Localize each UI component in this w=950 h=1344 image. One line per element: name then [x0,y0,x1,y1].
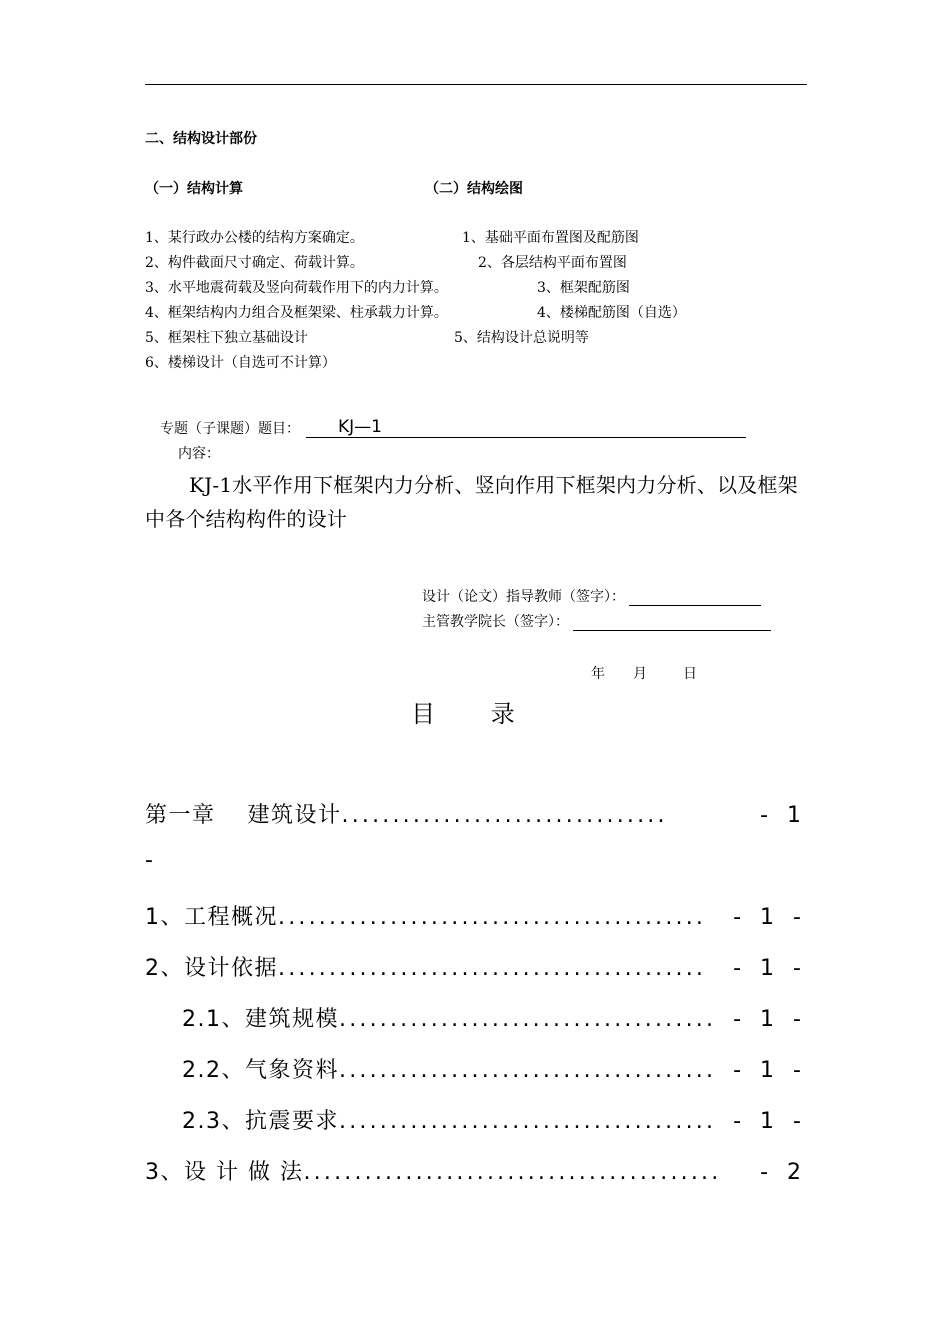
advisor-signature-row [422,586,761,606]
topic-label: 专题（子课题）题目： [160,421,300,437]
toc-page-number: - 1 - [733,956,807,981]
list-item: 3、水平地震荷载及竖向荷载作用下的内力计算。 [145,280,448,296]
toc-entry[interactable] [182,1104,807,1135]
date-year: 年 [591,666,605,682]
advisor-signature-label: 设计（论文）指导教师（签字）： [422,589,625,605]
toc-entry-label: 3、设 计 做 法 [145,1160,304,1185]
right-item-1: 1、基础平面布置图及配筋图 [462,230,639,246]
list-item: 4、框架结构内力组合及框架梁、柱承载力计算。 [145,305,448,321]
right-item-2: 2、各层结构平面布置图 [478,255,627,271]
content-paragraph: KJ-1水平作用下框架内力分析、竖向作用下框架内力分析、以及框架中各个结构构件的设计 [145,473,798,531]
right-item-4: 4、楼梯配筋图（自选） [537,305,686,321]
toc-leader-dots: ..................................... [339,1007,717,1032]
left-item-list [145,226,448,376]
toc-leader-dots: ..................................... [339,1058,717,1083]
toc-entry[interactable] [145,951,807,982]
toc-page-number: - 1 - [733,905,807,930]
toc-page-number: - 2 [760,1160,807,1185]
toc-entry-label: 2.3、抗震要求 [182,1109,339,1134]
right-item-5: 5、结构设计总说明等 [454,330,589,346]
toc-entry[interactable] [145,1155,807,1186]
list-item: 1、某行政办公楼的结构方案确定。 [145,230,364,246]
topic-row [160,417,746,438]
date-day: 日 [683,666,697,682]
toc-leader-dots: ......................................... [303,1160,722,1185]
toc-leader-dots: ..................................... [339,1109,717,1134]
advisor-signature-line [629,591,761,606]
dean-signature-row [422,611,771,631]
subsection-drawing: （二）结构绘图 [425,181,523,197]
topic-underline [306,417,746,438]
toc-entry-label: 2.2、气象资料 [182,1058,339,1083]
toc-entry[interactable] [145,798,807,829]
toc-entry-label: 1、工程概况 [145,905,278,930]
toc-page-number: - 1 - [733,1007,807,1032]
header-rule [145,84,807,85]
toc-entry[interactable] [182,1053,807,1084]
list-item: 5、框架柱下独立基础设计 [145,330,308,346]
dean-signature-line [573,616,771,631]
toc-entry-label: 2.1、建筑规模 [182,1007,339,1032]
topic-value: KJ—1 [338,417,382,437]
section-title: 二、结构设计部份 [145,131,257,147]
toc-entry[interactable] [145,900,807,931]
toc-entry-label: 2、设计依据 [145,956,278,981]
list-item: 2、构件截面尺寸确定、荷载计算。 [145,255,364,271]
toc-page-number: - 1 - [733,1058,807,1083]
toc-entry[interactable] [182,1002,807,1033]
toc-wrap-text: - [145,848,153,873]
subsection-calculation: （一）结构计算 [145,181,243,197]
date-row [591,663,697,683]
content-label: 内容： [178,446,220,462]
toc-page-number: - 1 - [733,1109,807,1134]
list-item: 6、楼梯设计（自选可不计算） [145,355,336,371]
toc-page-number: - 1 [760,803,807,828]
toc-leader-dots: .......................................... [278,956,707,981]
toc-leader-dots: ................................ [341,803,668,828]
toc-title: 目 录 [411,700,539,728]
right-item-3: 3、框架配筋图 [537,280,630,296]
date-month: 月 [633,666,647,682]
dean-signature-label: 主管教学院长（签字）： [422,614,569,630]
toc-leader-dots: .......................................... [278,905,707,930]
toc-entry-label: 第一章 建筑设计 [145,803,342,828]
